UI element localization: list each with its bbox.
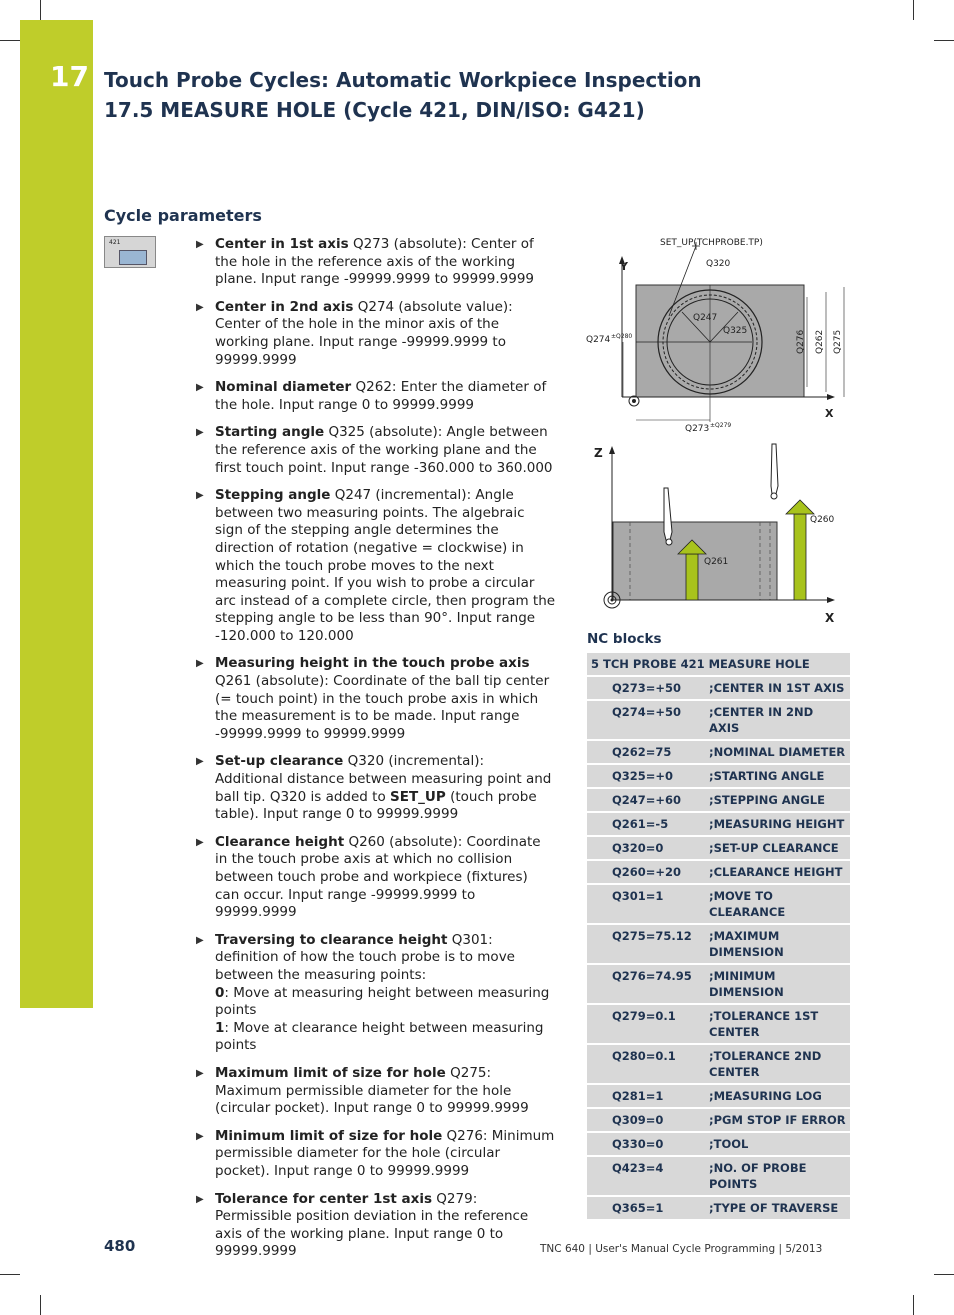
param-desc: Q262: Enter the diameter of the hole. Input range 0 to 99999.9999 (215, 379, 547, 413)
param-option: : Move at measuring height between measuring points (215, 984, 550, 1019)
nc-block-comment: ;TOOL (709, 1132, 850, 1156)
nc-block-comment: ;TOLERANCE 2ND CENTER (709, 1044, 850, 1084)
probe-ball-low (666, 539, 672, 545)
param-desc: Q279: Permissible position deviation in the reference axis of the working plane. Input range 0 to 99999.9999 (215, 1190, 529, 1260)
nc-block-comment: ;SET-UP CLEARANCE (709, 836, 850, 860)
label-q280: ±Q280 (611, 333, 633, 340)
nc-block-row (587, 764, 850, 788)
label-q325: Q325 (723, 326, 748, 336)
param-item (196, 1065, 556, 1118)
bullet-icon: ▶ (196, 658, 204, 670)
page-footer: TNC 640 | User's Manual Cycle Programming | 5/2013 (540, 1243, 823, 1255)
nc-block-comment: ;CLEARANCE HEIGHT (709, 860, 850, 884)
nc-block-row (587, 812, 850, 836)
param-option: : Move at clearance height between measuring points (215, 1019, 544, 1054)
nc-block-code: Q423=4 (587, 1156, 709, 1196)
axis-label-x: X (825, 407, 834, 420)
bullet-icon: ▶ (196, 934, 204, 946)
crop-mark (40, 1295, 41, 1315)
nc-block-row (587, 1196, 850, 1220)
nc-blocks-body (587, 653, 850, 1220)
nc-block-code: 5 TCH PROBE 421 MEASURE HOLE (587, 653, 850, 676)
nc-block-code: Q261=-5 (587, 812, 709, 836)
nc-block-header-row (587, 653, 850, 676)
nc-block-code: Q301=1 (587, 884, 709, 924)
param-term-inline: SET_UP (390, 788, 446, 805)
label-q260: Q260 (810, 515, 835, 525)
nc-block-comment: ;NOMINAL DIAMETER (709, 740, 850, 764)
param-desc: Q275: Maximum permissible diameter for the hole (circular pocket). Input range 0 to 99999.9999 (215, 1064, 529, 1117)
param-desc: Q325 (absolute): Angle between the reference axis of the working plane and the first touch point. Input range -360.000 to 360.000 (215, 424, 553, 476)
label-q275: Q275 (833, 329, 843, 354)
nc-block-code: Q280=0.1 (587, 1044, 709, 1084)
param-desc: Q320 (incremental): Additional distance between measuring point and ball tip. Q320 is added to (215, 753, 552, 805)
bullet-icon: ▶ (196, 1193, 204, 1205)
param-term: Stepping angle (215, 487, 331, 504)
nc-block-comment: ;MEASURING LOG (709, 1084, 850, 1108)
nc-block-comment: ;CENTER IN 1ST AXIS (709, 676, 850, 700)
axis-label-z: Z (594, 446, 603, 460)
label-q273: Q273 (685, 424, 710, 434)
nc-block-code: Q365=1 (587, 1196, 709, 1220)
param-term: Clearance height (215, 833, 345, 850)
nc-block-row (587, 788, 850, 812)
bullet-icon: ▶ (196, 1067, 204, 1079)
nc-block-row (587, 884, 850, 924)
nc-block-code: Q273=+50 (587, 676, 709, 700)
axis-label-x: X (825, 611, 835, 625)
nc-block-row (587, 836, 850, 860)
thumbnail-graphic (119, 250, 147, 265)
label-q320: Q320 (706, 259, 731, 269)
bullet-icon: ▶ (196, 756, 204, 768)
param-item (196, 1191, 556, 1261)
origin-icon-dot (611, 599, 614, 602)
param-desc: Q260 (absolute): Coordinate in the touch probe axis at which no collision between touch probe and workpiece (fixtures) can occur. Input range -99999.9999 to 99999.9999 (215, 833, 541, 921)
param-item (196, 834, 556, 922)
param-desc: (touch probe table). Input range 0 to 99999.9999 (215, 788, 537, 823)
nc-block-comment: ;MAXIMUM DIMENSION (709, 924, 850, 964)
param-term: Starting angle (215, 424, 325, 441)
nc-block-row (587, 1132, 850, 1156)
crop-mark (934, 1274, 954, 1275)
hole-side-diagram (586, 440, 856, 628)
nc-block-code: Q325=+0 (587, 764, 709, 788)
nc-block-row (587, 964, 850, 1004)
nc-blocks-title: NC blocks (587, 631, 662, 647)
param-term: Set-up clearance (215, 753, 344, 770)
param-item (196, 487, 556, 645)
param-option-key: 1 (215, 1019, 225, 1036)
workpiece-plate (636, 285, 804, 397)
label-q274: Q274 (586, 335, 611, 345)
probe-stylus-high (771, 444, 778, 494)
nc-block-comment: ;TYPE OF TRAVERSE (709, 1196, 850, 1220)
origin-icon-dot (632, 399, 636, 403)
param-item (196, 932, 556, 1055)
crop-mark (0, 40, 20, 41)
nc-block-row (587, 1004, 850, 1044)
label-q247: Q247 (693, 313, 718, 323)
nc-block-code: Q247=+60 (587, 788, 709, 812)
nc-block-row (587, 676, 850, 700)
cycle-softkey-thumbnail (104, 236, 156, 268)
nc-block-code: Q274=+50 (587, 700, 709, 740)
label-q279: ±Q279 (710, 422, 732, 429)
param-desc: Q273 (absolute): Center of the hole in the reference axis of the working plane. Input range -99999.9999 to 99999.9999 (215, 236, 535, 288)
nc-block-comment: ;CENTER IN 2ND AXIS (709, 700, 850, 740)
param-option-key: 0 (215, 984, 225, 1001)
param-desc: Q276: Minimum permissible diameter for the hole (circular pocket). Input range 0 to 99999.9999 (215, 1127, 555, 1179)
param-term: Measuring height in the touch probe axis (215, 655, 530, 672)
param-desc: Q261 (absolute): Coordinate of the ball tip center (= touch point) in the touch probe axis in which the measurement is to be made. Input range -99999.9999 to 99999.9999 (215, 673, 550, 742)
label-setup: SET_UP(TCHPROBE.TP) (660, 238, 763, 248)
param-desc: Q274 (absolute value): Center of the hole in the minor axis of the working plane. Input range -99999.9999 to 99999.9999 (215, 298, 513, 368)
nc-block-comment: ;TOLERANCE 1ST CENTER (709, 1004, 850, 1044)
nc-block-row (587, 740, 850, 764)
label-q261: Q261 (704, 557, 729, 567)
param-term: Minimum limit of size for hole (215, 1127, 443, 1144)
crop-mark (913, 1295, 914, 1315)
param-term: Traversing to clearance height (215, 931, 448, 948)
bullet-icon: ▶ (196, 301, 204, 313)
nc-block-code: Q320=0 (587, 836, 709, 860)
nc-block-comment: ;NO. OF PROBE POINTS (709, 1156, 850, 1196)
nc-block-code: Q330=0 (587, 1132, 709, 1156)
nc-block-code: Q276=74.95 (587, 964, 709, 1004)
nc-blocks-table (587, 653, 850, 1221)
page-title: Touch Probe Cycles: Automatic Workpiece Inspection (104, 68, 702, 92)
param-item (196, 1128, 556, 1181)
z-axis-arrow (609, 446, 615, 454)
nc-block-code: Q260=+20 (587, 860, 709, 884)
param-item (196, 424, 556, 477)
bullet-icon: ▶ (196, 382, 204, 394)
bullet-icon: ▶ (196, 1130, 204, 1142)
q260-arrow-shaft (794, 514, 806, 600)
q261-arrow-shaft (686, 554, 698, 600)
label-q276: Q276 (796, 329, 806, 354)
probe-stylus-low (664, 488, 672, 540)
crop-mark (934, 40, 954, 41)
param-term: Nominal diameter (215, 379, 352, 396)
crop-mark (913, 0, 914, 20)
crop-mark (0, 1274, 20, 1275)
probe-ball-high (771, 493, 777, 499)
x-axis-arrow (827, 394, 835, 400)
param-term: Center in 1st axis (215, 236, 349, 252)
nc-block-row (587, 1084, 850, 1108)
nc-block-row (587, 1108, 850, 1132)
param-term: Maximum limit of size for hole (215, 1064, 446, 1081)
param-term: Center in 2nd axis (215, 298, 354, 315)
param-desc: Q247 (incremental): Angle between two measuring points. The algebraic sign of the stepping angle determines the direction of rotation (negative = clockwise) in which the touch probe moves to the next measuring point. If you wish to probe a circular arc instead of a complete circle, then program the stepping angle to be less than 90°. Input range -120.000 to 120.000 (215, 487, 556, 644)
nc-block-row (587, 1156, 850, 1196)
bullet-icon: ▶ (196, 427, 204, 439)
param-item (196, 299, 556, 369)
nc-block-code: Q275=75.12 (587, 924, 709, 964)
nc-block-code: Q279=0.1 (587, 1004, 709, 1044)
nc-block-row (587, 1044, 850, 1084)
nc-block-comment: ;STEPPING ANGLE (709, 788, 850, 812)
hole-plan-diagram (586, 232, 856, 440)
nc-block-code: Q262=75 (587, 740, 709, 764)
page-subtitle: 17.5 MEASURE HOLE (Cycle 421, DIN/ISO: G421) (104, 98, 645, 122)
nc-block-row (587, 860, 850, 884)
axis-label-y: Y (620, 260, 628, 273)
page-number: 480 (104, 1237, 136, 1255)
parameter-list (196, 236, 556, 1271)
nc-block-comment: ;MINIMUM DIMENSION (709, 964, 850, 1004)
chapter-number: 17 (50, 60, 89, 93)
param-term: Tolerance for center 1st axis (215, 1190, 433, 1207)
chapter-sidebar (20, 20, 93, 1008)
param-item (196, 379, 556, 414)
nc-block-row (587, 924, 850, 964)
nc-block-comment: ;STARTING ANGLE (709, 764, 850, 788)
nc-block-code: Q309=0 (587, 1108, 709, 1132)
label-q262: Q262 (815, 329, 825, 354)
bullet-icon: ▶ (196, 490, 204, 502)
param-item (196, 236, 556, 289)
nc-block-comment: ;MOVE TO CLEARANCE (709, 884, 850, 924)
param-desc: Q301: definition of how the touch probe is to move between the measuring points: (215, 931, 515, 983)
bullet-icon: ▶ (196, 836, 204, 848)
param-item (196, 753, 556, 823)
q260-arrow-head (786, 500, 814, 514)
nc-block-row (587, 700, 850, 740)
nc-block-comment: ;MEASURING HEIGHT (709, 812, 850, 836)
param-item (196, 655, 556, 743)
bullet-icon: ▶ (196, 239, 204, 250)
crop-mark (40, 0, 41, 20)
nc-block-comment: ;PGM STOP IF ERROR (709, 1108, 850, 1132)
thumbnail-label: 421 (109, 239, 121, 246)
x-axis-arrow (827, 597, 835, 603)
nc-block-code: Q281=1 (587, 1084, 709, 1108)
section-title: Cycle parameters (104, 206, 262, 225)
